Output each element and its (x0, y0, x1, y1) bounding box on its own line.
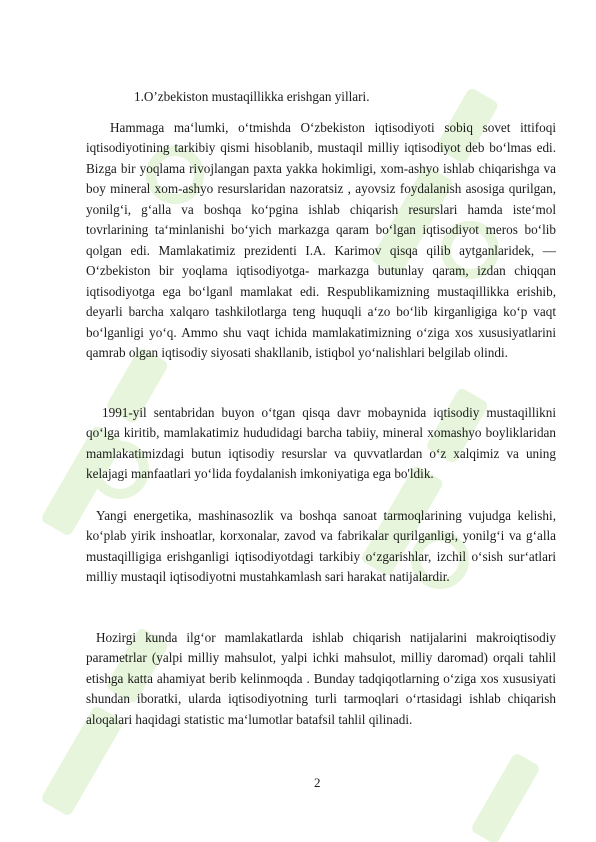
paragraph-3: Yangi energetika, mashinasozlik va boshqa sanoat tarmoqlarining vujudga kelishi, ko‘plab yirik inshoatlar, korxonalar, zavod va fabrikalar qurilganligi, yonilg‘i va g‘alla mustaqilligiga erishganligi iqtisodiyotdagi tarkibiy o‘zgarishlar, izchil o‘sish sur‘atlari milliy mustaqil iqtisodiyotni mustahkamlash sari harakat natijalardir. (86, 508, 556, 585)
section-heading: 1.O’zbekiston mustaqillikka erishgan yillari. (134, 89, 370, 104)
paragraph-4: Hozirgi kunda ilg‘or mamlakatlarda ishlab chiqarish natijalarini makroiqtisodiy parametrlar (yalpi milliy mahsulot, yalpi ichki mahsulot, milliy daromad) orqali tahlil etishga katta ahamiyat berib kelinmoqda . Bunday tadqiqotlarning o‘ziga xos xususiyati shundan iboratki, ularda iqtisodiyotning turli tarmoqlari o‘rtasidagi ishlab chiqarish aloqalari haqidagi statistic ma‘lumotlar batafsil tahlil qilinadi. (86, 630, 556, 727)
page-number: 2 (314, 775, 321, 790)
paragraph-2: 1991-yil sentabridan buyon o‘tgan qisqa davr mobaynida iqtisodiy mustaqillikni qo‘lga kiritib, mamlakatimiz hududidagi barcha tabiiy, mineral xomashyo boyliklaridan mamlakatimizdagi butun iqtisodiy resurslar va quvvatlardan o‘z xalqimiz va uning kelajagi manfaatlari yo‘lida foydalanish imkoniyatiga ega bo'ldik. (86, 405, 556, 482)
paragraph-1: Hammaga ma‘lumki, o‘tmishda O‘zbekiston iqtisodiyoti sobiq sovet ittifoqi iqtisodiyotining tarkibiy qismi hisoblanib, mustaqil milliy iqtisodiyot deb bo‘lmas edi. Bizga bir yoqlama rivojlangan paxta yakka hokimligi, xom-ashyo ishlab chiqarishga va boy mineral xom-ashyo resurslaridan nazoratsiz , ayovsiz foydalanish asosiga qurilgan, yonilg‘i, g‘alla va boshqa ko‘pgina ishlab chiqarish resurslari hamda iste‘mol tovrlarining ta‘minlanishi bo‘yich markazga qaram bo‘lgan iqtisodiyot meros bo‘lib qolgan edi. Mamlakatimiz prezidenti I.A. Karimov qisqa qilib aytganlaridek, ― O‘zbekiston bir yoqlama iqtisodiyotga- markazga butunlay qaram, izdan chiqqan iqtisodiyotga ega bo‘lgan‖ mamlakat edi. Respublikamizning mustaqillikka erishib, deyarli barcha xalqaro tashkilotlarga teng huquqli a‘zo bo‘lib kirganligiga ko‘p vaqt bo‘lganligi yo‘q. Ammo shu vaqt ichida mamlakatimizning o‘ziga xos xususiyatlarini qamrab olgan iqtisodiy siyosati shakllanib, istiqbol yo‘nalishlari belgilab olindi. (86, 120, 556, 360)
